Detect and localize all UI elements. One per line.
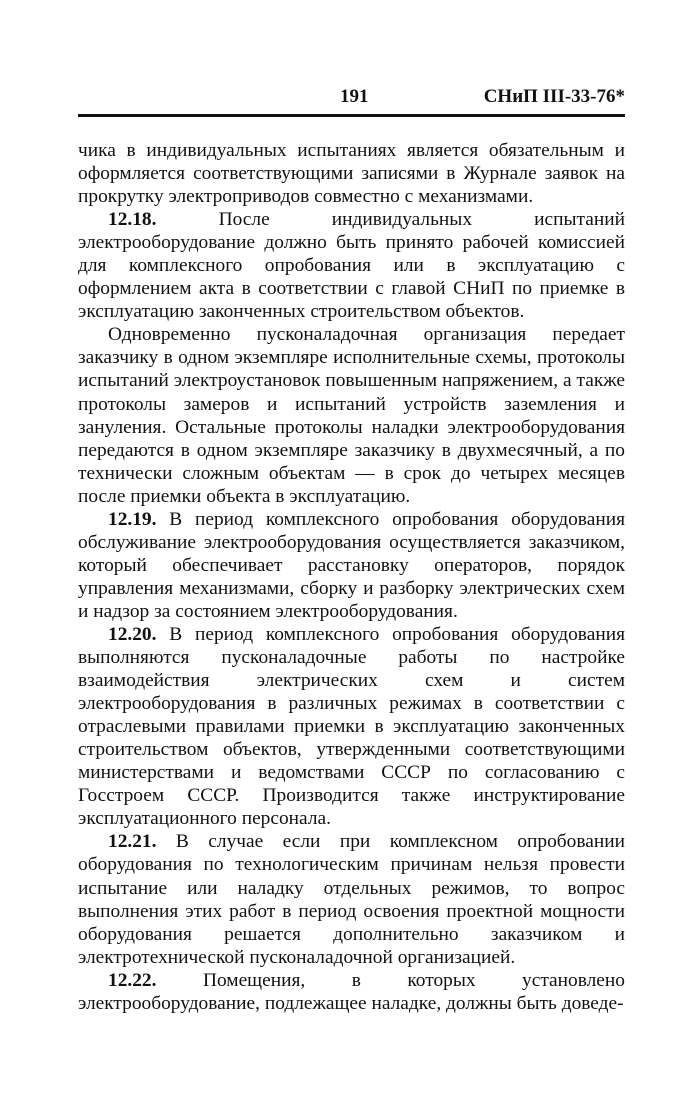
clause-text: После индивидуальных испытаний электрооборудование должно быть принято рабочей комиссией для комплексного опробования или в эксплуатацию с оформлением акта в соответствии с главой СНиП по приемке в эксплуатацию законченных строительством объектов. [78, 209, 625, 323]
page-header [78, 84, 625, 117]
document-code: СНиП III-33-76* [483, 86, 625, 107]
document-page [78, 84, 625, 1015]
clause-12-21 [78, 830, 625, 968]
clause-12-20 [78, 623, 625, 830]
paragraph-continuation [78, 139, 625, 208]
body-text [78, 139, 625, 1015]
clause-text: В период комплексного опробования оборудования выполняются пусконаладочные работы по настройке взаимодействия электрических схем и систем электрооборудования в различных режимах в соответствии с отраслевыми правилами приемки в эксплуатацию законченных строительством объектов, утвержденными соответствующими министерствами и ведомствами СССР по согласованию с Госстроем СССР. Производится также инструктирование эксплуатационного персонала. [78, 623, 625, 830]
clause-12-22 [78, 969, 625, 1015]
clause-text: Помещения, в которых установлено электрооборудование, подлежащее наладке, должны быть доведе- [78, 969, 625, 1014]
clause-number: 12.19. [108, 508, 157, 530]
clause-number: 12.22. [108, 969, 157, 991]
paragraph [78, 323, 625, 507]
paragraph-text: Одновременно пусконаладочная организация передает заказчику в одном экземпляре исполнительные схемы, протоколы испытаний электроустановок повышенным напряжением, а также протоколы замеров и испытаний устройств заземления и зануления. Остальные протоколы наладки электрооборудования передаются в одном экземпляре заказчику в двухмесячный, а по технически сложным объектам — в срок до четырех месяцев после приемки объекта в эксплуатацию. [78, 324, 625, 507]
page-number: 191 [340, 86, 369, 107]
clause-12-19 [78, 508, 625, 623]
clause-number: 12.21. [108, 831, 157, 853]
clause-text: В период комплексного опробования оборудования обслуживание электрооборудования осуществляется заказчиком, который обеспечивает расстановку операторов, порядок управления механизмами, сборку и разборку электрических схем и надзор за состоянием электрооборудования. [78, 508, 625, 622]
clause-text: В случае если при комплексном опробовании оборудования по технологическим причинам нельзя провести испытание или наладку отдельных режимов, то вопрос выполнения этих работ в период освоения проектной мощности оборудования решается дополнительно заказчиком и электротехнической пусконаладочной организацией. [78, 831, 625, 968]
paragraph-text: чика в индивидуальных испытаниях является обязательным и оформляется соответствующими записями в Журнале заявок на прокрутку электроприводов совместно с механизмами. [78, 140, 625, 208]
clause-number: 12.18. [108, 209, 157, 231]
clause-12-18 [78, 208, 625, 323]
clause-number: 12.20. [108, 623, 157, 645]
